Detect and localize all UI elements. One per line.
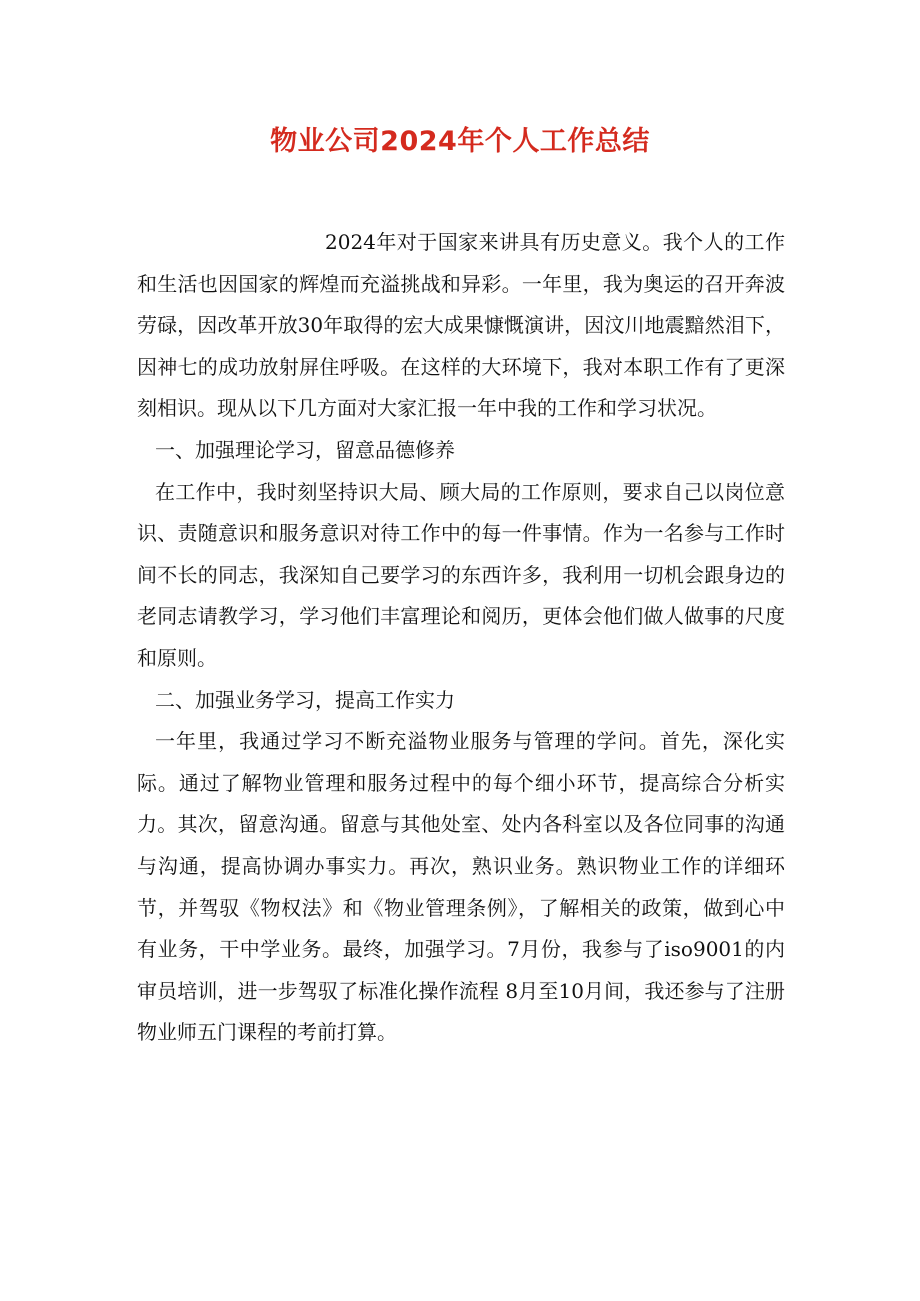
intro-paragraph: 2024年对于国家来讲具有历史意义。我个人的工作和生活也因国家的辉煌而充溢挑战和异彩。一年里，我为奥运的召开奔波劳碌，因改革开放30年取得的宏大成果慷慨演讲，因汶川地震黯然泪下，因神七的成功放射屏住呼吸。在这样的大环境下，我对本职工作有了更深刻相识。现从以下几方面对大家汇报一年中我的工作和学习状况。: [137, 230, 785, 421]
section-heading-2: 二、加强业务学习，提高工作实力: [155, 687, 455, 712]
section-paragraph-2: 一年里，我通过学习不断充溢物业服务与管理的学问。首先，深化实际。通过了解物业管理和服务过程中的每个细小环节，提高综合分析实力。其次，留意沟通。留意与其他处室、处内各科室以及各位同事的沟通与沟通，提高协调办事实力。再次，熟识业务。熟识物业工作的详细环节，并驾驭《物权法》和《物业管理条例》，了解相关的政策，做到心中有业务，干中学业务。最终，加强学习。7月份，我参与了iso9001的内审员培训，进一步驾驭了标准化操作流程 8月至10月间，我还参与了注册物业师五门课程的考前打算。: [137, 729, 785, 1045]
document-body: [137, 222, 785, 1054]
section-paragraph-1: 在工作中，我时刻坚持识大局、顾大局的工作原则，要求自己以岗位意识、责随意识和服务意识对待工作中的每一件事情。作为一名参与工作时间不长的同志，我深知自己要学习的东西许多，我利用一切机会跟身边的老同志请教学习，学习他们丰富理论和阅历，更体会他们做人做事的尺度和原则。: [137, 479, 785, 670]
document-title: 物业公司2024年个人工作总结: [270, 126, 650, 158]
section-heading-1: 一、加强理论学习，留意品德修养: [155, 437, 455, 462]
